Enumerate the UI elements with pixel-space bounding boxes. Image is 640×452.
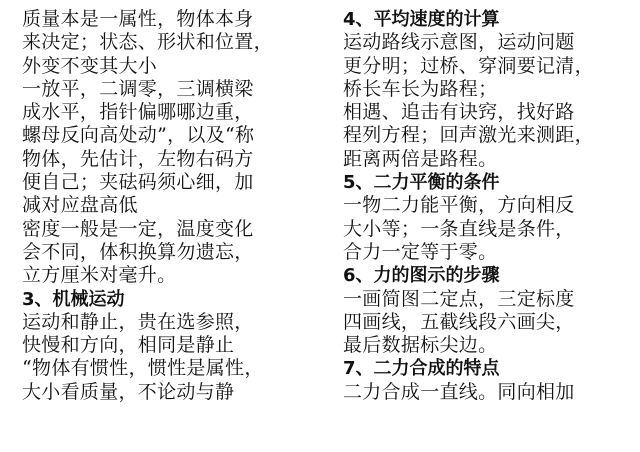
- text-line: 立方厘米对毫升。: [22, 264, 177, 287]
- section-heading-mechanical-motion: 3、机械运动: [22, 288, 125, 310]
- text-line: 大小等；一条直线是条件，: [343, 217, 575, 240]
- text-line: 一物二力能平衡，方向相反: [343, 194, 575, 217]
- text-line: 更分明；过桥、穿洞要记清，: [343, 54, 594, 77]
- text-line: 物体，先估计，左物右码方: [22, 147, 254, 170]
- left-column: [22, 8, 322, 404]
- section-heading-force-balance: 5、二力平衡的条件: [343, 172, 500, 194]
- text-line: 便自己；夹砝码须心细，加: [22, 171, 254, 194]
- text-line: 二力合成一直线。同向相加: [343, 380, 575, 403]
- text-line: 密度一般是一定，温度变化: [22, 217, 254, 240]
- text-line: 一放平，二调零，三调横梁: [22, 77, 254, 100]
- text-line: 减对应盘高低: [22, 194, 138, 217]
- text-line: 来决定；状态、形状和位置，: [22, 31, 273, 54]
- text-line: 大小看质量，不论动与静: [22, 380, 235, 403]
- text-line: 快慢和方向，相同是静止: [22, 334, 235, 357]
- text-line: 外变不变其大小: [22, 54, 158, 77]
- section-heading-force-diagram: 6、力的图示的步骤: [343, 265, 500, 287]
- text-line: 最后数据标尖边。: [343, 334, 498, 357]
- text-line: 四画线，五截线段六画尖，: [343, 310, 575, 333]
- text-line: 质量本是一属性，物体本身: [22, 8, 254, 30]
- text-line: 桥长车长为路程；: [343, 77, 498, 100]
- text-line: 程列方程；回声激光来测距，: [343, 124, 594, 147]
- text-line: 距离两倍是路程。: [343, 147, 498, 170]
- section-heading-average-speed: 4、平均速度的计算: [343, 9, 500, 30]
- text-line: 成水平，指针偏哪哪边重，: [22, 101, 254, 124]
- text-line: 合力一定等于零。: [343, 240, 498, 263]
- text-line: 螺母反向高处动”，以及“称: [22, 124, 255, 147]
- text-line: 一画简图二定点，三定标度: [343, 287, 575, 310]
- text-line: 运动和静止，贵在选参照，: [22, 310, 254, 333]
- right-column: [343, 8, 633, 404]
- text-line: 相遇、追击有诀窍，找好路: [343, 101, 575, 124]
- text-line: 运动路线示意图，运动问题: [343, 31, 575, 54]
- text-line: 会不同，体积换算勿遗忘，: [22, 240, 254, 263]
- text-line: “物体有惯性，惯性是属性，: [22, 357, 264, 380]
- section-heading-force-composition: 7、二力合成的特点: [343, 358, 500, 380]
